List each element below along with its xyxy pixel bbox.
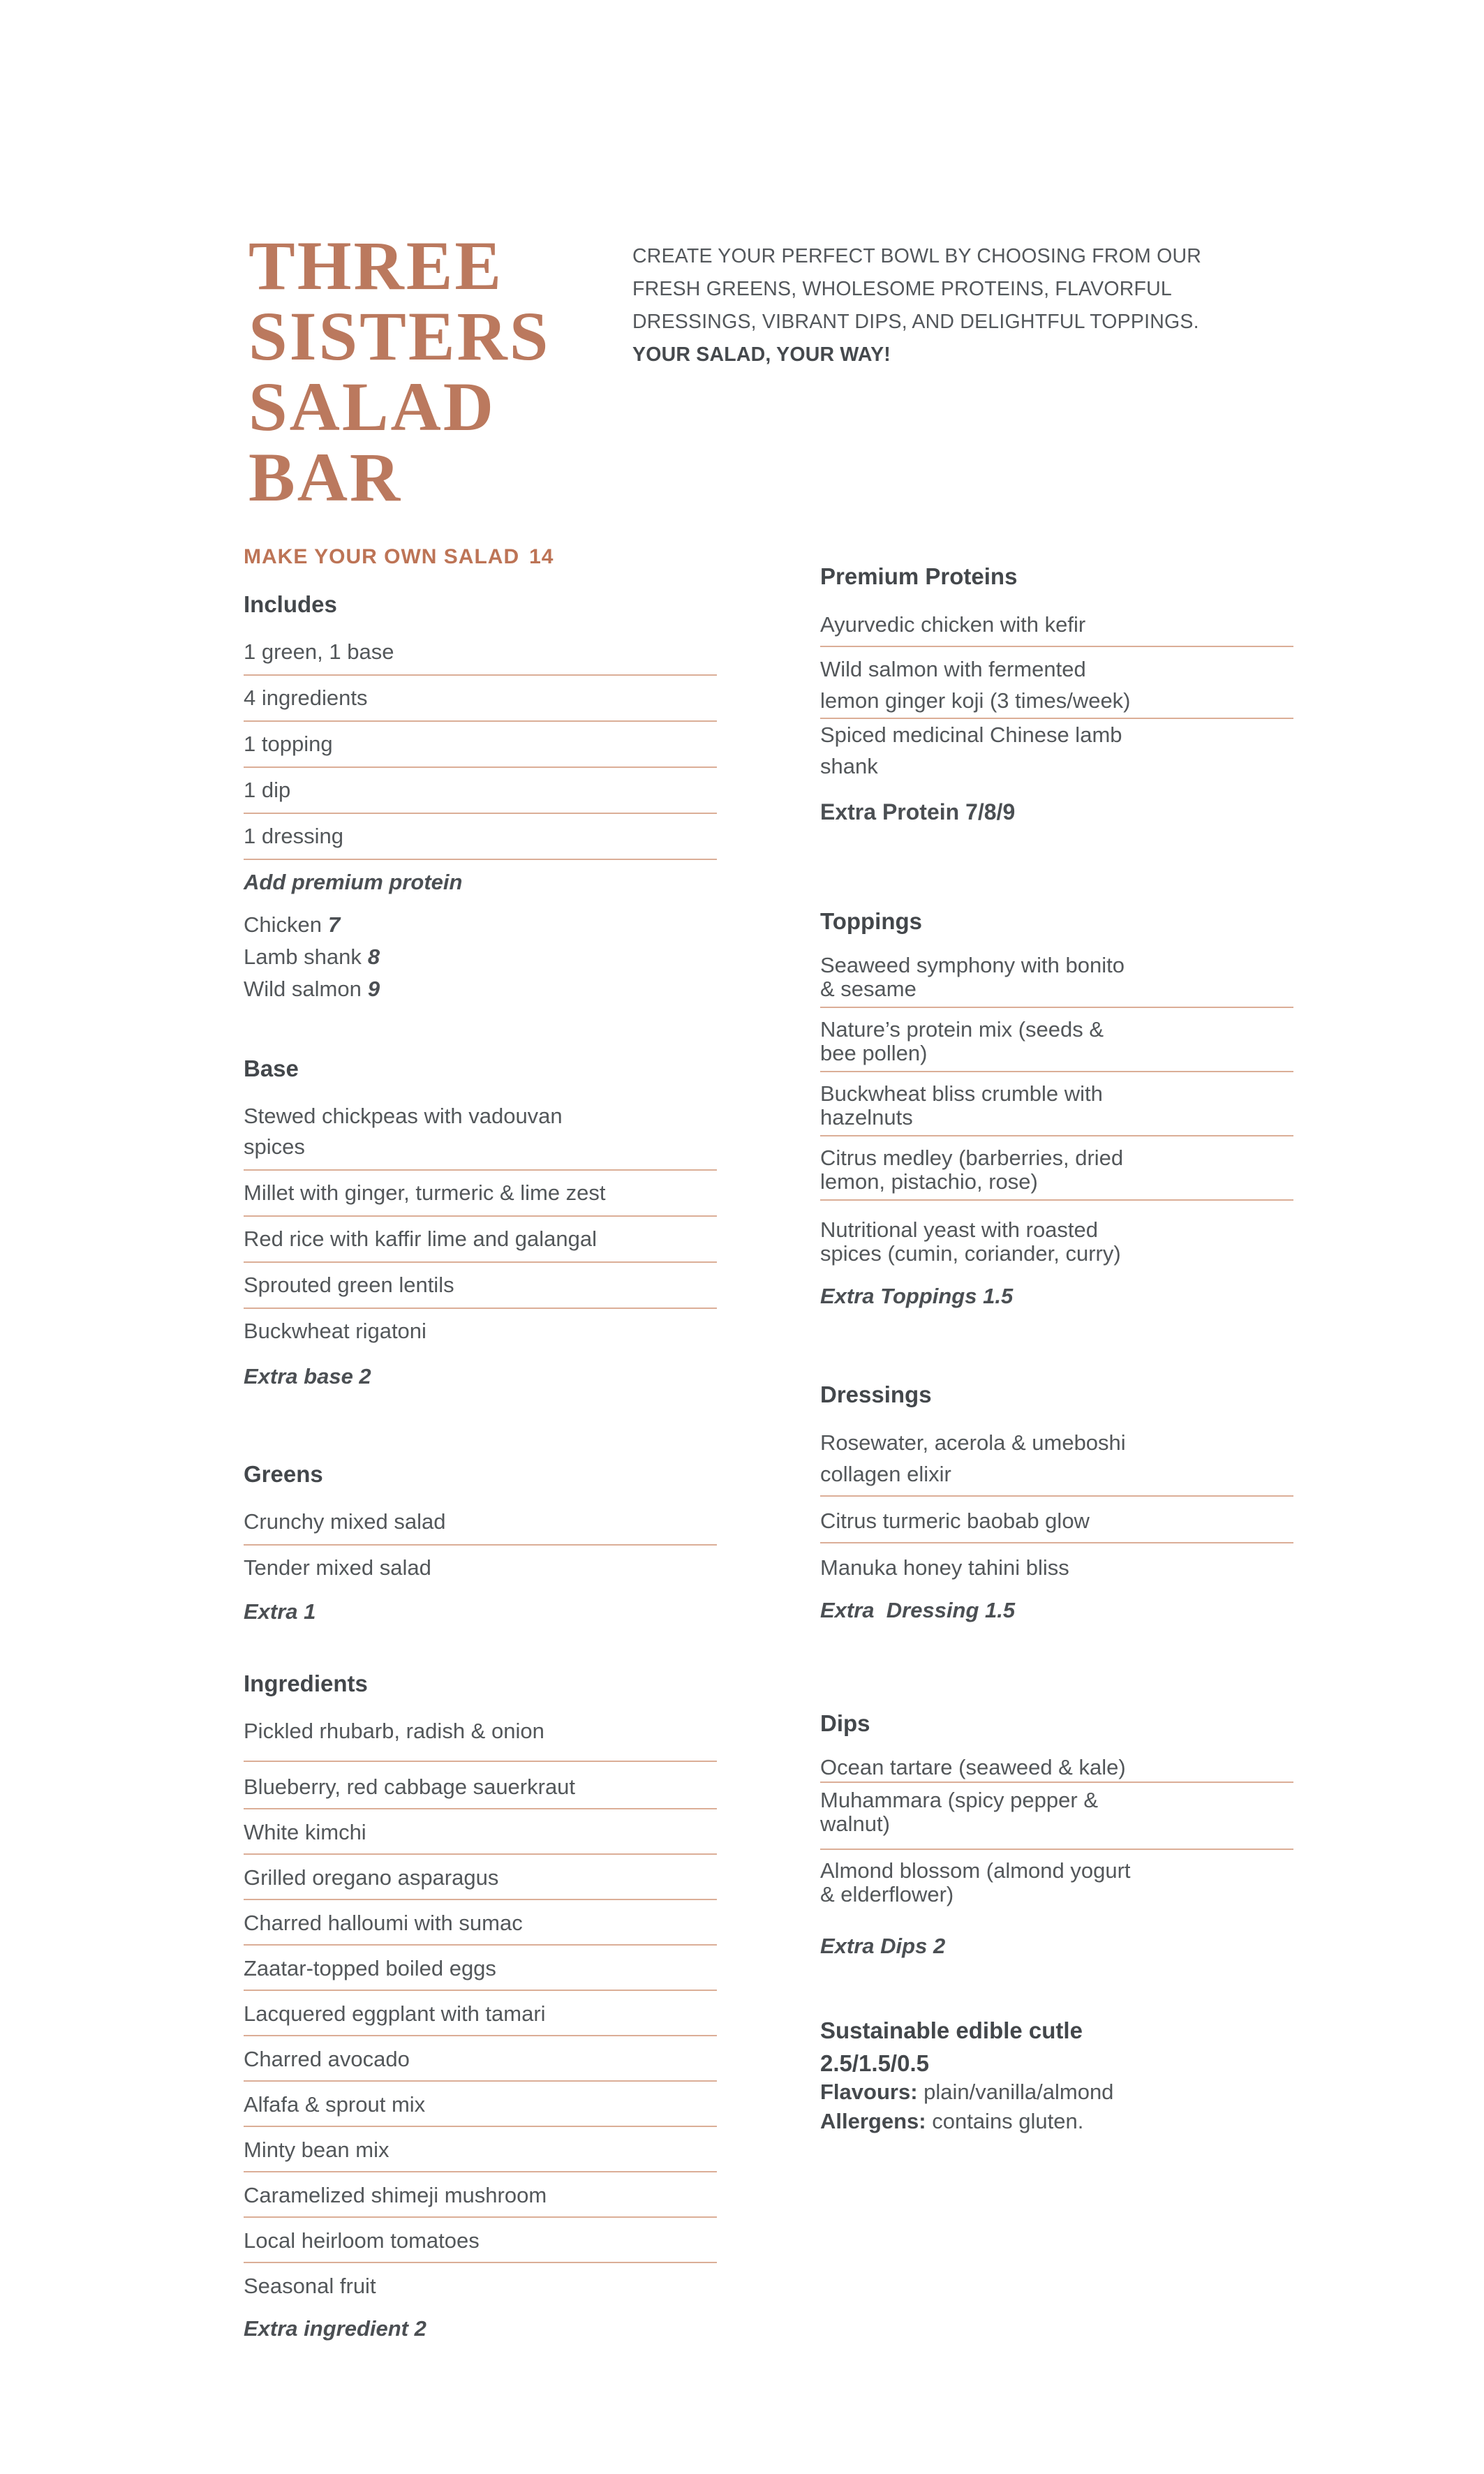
intro-line: DRESSINGS, VIBRANT DIPS, AND DELIGHTFUL TOPPINGS. <box>632 311 1199 333</box>
menu-item: Rosewater, acerola & umeboshi collagen elixir <box>820 1427 1293 1497</box>
extra-note: Extra Toppings 1.5 <box>820 1284 1014 1308</box>
extra-note: Extra Dips 2 <box>820 1934 946 1958</box>
menu-item: Alfafa & sprout mix <box>244 2089 717 2127</box>
protein-option-price: 8 <box>367 945 380 969</box>
menu-item: Grilled oregano asparagus <box>244 1862 717 1900</box>
flavours-label: Flavours: <box>820 2080 918 2104</box>
flavours-value: plain/vanilla/almond <box>917 2080 1114 2104</box>
menu-item: Pickled rhubarb, radish & onion <box>244 1716 717 1762</box>
make-your-own-salad-label: MAKE YOUR OWN SALAD <box>244 545 520 568</box>
section-greens <box>244 1460 717 1627</box>
protein-option-name: Wild salmon <box>244 977 362 1001</box>
intro-paragraph <box>632 240 1330 371</box>
section-heading-dips: Dips <box>820 1710 870 1736</box>
menu-item: Nature’s protein mix (seeds & bee pollen) <box>820 1018 1293 1072</box>
section-heading-premium-proteins: Premium Proteins <box>820 563 1018 589</box>
protein-option-name: Lamb shank <box>244 945 362 969</box>
menu-item: Ayurvedic chicken with kefir <box>820 609 1293 647</box>
menu-item: Red rice with kaffir lime and galangal <box>244 1224 717 1263</box>
menu-item: Local heirloom tomatoes <box>244 2225 717 2263</box>
menu-item: Charred halloumi with sumac <box>244 1908 717 1946</box>
extra-note: Extra 1 <box>244 1599 316 1624</box>
brand-title-line: SALAD <box>248 368 496 445</box>
menu-item: Stewed chickpeas with vadouvan spices <box>244 1101 717 1171</box>
section-heading-greens: Greens <box>244 1461 323 1487</box>
extra-note: Extra Dressing 1.5 <box>820 1598 1016 1622</box>
menu-item: Seaweed symphony with bonito & sesame <box>820 954 1293 1008</box>
extra-note: Extra ingredient 2 <box>244 2316 426 2341</box>
section-dips <box>820 1710 1293 1962</box>
menu-item: Millet with ginger, turmeric & lime zest <box>244 1178 717 1217</box>
brand-title-line: BAR <box>248 438 403 516</box>
make-your-own-salad-heading <box>244 545 717 570</box>
menu-item: Muhammara (spicy pepper & walnut) <box>820 1788 1293 1850</box>
protein-option <box>244 909 717 941</box>
menu-item: Ocean tartare (seaweed & kale) <box>820 1756 1293 1783</box>
menu-item: Lacquered eggplant with tamari <box>244 1999 717 2036</box>
brand-title-line: THREE <box>248 227 504 304</box>
section-includes <box>244 591 717 1005</box>
menu-item: Charred avocado <box>244 2044 717 2082</box>
section-base <box>244 1055 717 1392</box>
cutlery-allergens-line <box>820 2107 1293 2136</box>
protein-option <box>244 941 717 973</box>
protein-option-price: 7 <box>328 912 341 937</box>
make-your-own-salad-price: 14 <box>529 545 554 568</box>
protein-option <box>244 973 717 1005</box>
menu-item: White kimchi <box>244 1817 717 1855</box>
menu-item: 4 ingredients <box>244 683 717 722</box>
menu-item: Sprouted green lentils <box>244 1270 717 1309</box>
menu-item: Citrus turmeric baobab glow <box>820 1505 1293 1543</box>
cutlery-flavours-line <box>820 2077 1293 2107</box>
menu-item: Crunchy mixed salad <box>244 1506 717 1546</box>
brand-title-line: SISTERS <box>248 297 551 375</box>
cutlery-price-line: 2.5/1.5/0.5 <box>820 2050 929 2076</box>
menu-item: 1 dip <box>244 775 717 814</box>
intro-tagline: YOUR SALAD, YOUR WAY! <box>632 343 891 366</box>
section-heading-includes: Includes <box>244 591 337 617</box>
intro-line: FRESH GREENS, WHOLESOME PROTEINS, FLAVORFUL <box>632 278 1172 300</box>
protein-option-name: Chicken <box>244 912 322 937</box>
allergens-value: contains gluten. <box>926 2109 1084 2133</box>
section-premium-proteins <box>820 563 1293 827</box>
section-ingredients <box>244 1670 717 2344</box>
extra-note: Extra base 2 <box>244 1364 371 1388</box>
menu-item: Tender mixed salad <box>244 1555 431 1580</box>
menu-item: Spiced medicinal Chinese lamb shank <box>820 723 1122 778</box>
section-dressings <box>820 1381 1293 1626</box>
right-column <box>820 563 1293 2447</box>
menu-item: Almond blossom (almond yogurt & elderflower) <box>820 1858 1131 1906</box>
section-heading-base: Base <box>244 1055 299 1081</box>
left-column <box>244 545 717 2429</box>
allergens-label: Allergens: <box>820 2109 926 2133</box>
menu-item: Seasonal fruit <box>244 2274 376 2298</box>
brand-title <box>248 227 551 516</box>
section-heading-dressings: Dressings <box>820 1382 932 1407</box>
menu-item: 1 green, 1 base <box>244 637 717 676</box>
menu-item: Manuka honey tahini bliss <box>820 1555 1069 1580</box>
menu-item: Zaatar-topped boiled eggs <box>244 1953 717 1991</box>
menu-item: Citrus medley (barberries, dried lemon, pistachio, rose) <box>820 1146 1293 1201</box>
menu-item: Buckwheat bliss crumble with hazelnuts <box>820 1082 1293 1136</box>
cutlery-heading: Sustainable edible cutle <box>820 2017 1083 2043</box>
menu-item: 1 topping <box>244 729 717 768</box>
menu-item: Minty bean mix <box>244 2135 717 2172</box>
section-heading-ingredients: Ingredients <box>244 1671 368 1696</box>
menu-item: Nutritional yeast with roasted spices (cumin, coriander, curry) <box>820 1217 1121 1266</box>
section-toppings <box>820 908 1293 1312</box>
section-edible-cutlery <box>820 2017 1293 2136</box>
add-premium-protein-label: Add premium protein <box>244 870 463 894</box>
intro-line: CREATE YOUR PERFECT BOWL BY CHOOSING FROM OUR <box>632 245 1202 267</box>
menu-item: Wild salmon with fermented lemon ginger koji (3 times/week) <box>820 653 1293 719</box>
menu-item: Caramelized shimeji mushroom <box>244 2180 717 2218</box>
extra-note: Extra Protein 7/8/9 <box>820 799 1016 824</box>
menu-item: Blueberry, red cabbage sauerkraut <box>244 1772 717 1809</box>
protein-option-price: 9 <box>367 977 380 1001</box>
menu-item: 1 dressing <box>244 821 717 860</box>
menu-item: Buckwheat rigatoni <box>244 1319 426 1343</box>
section-heading-toppings: Toppings <box>820 908 923 934</box>
